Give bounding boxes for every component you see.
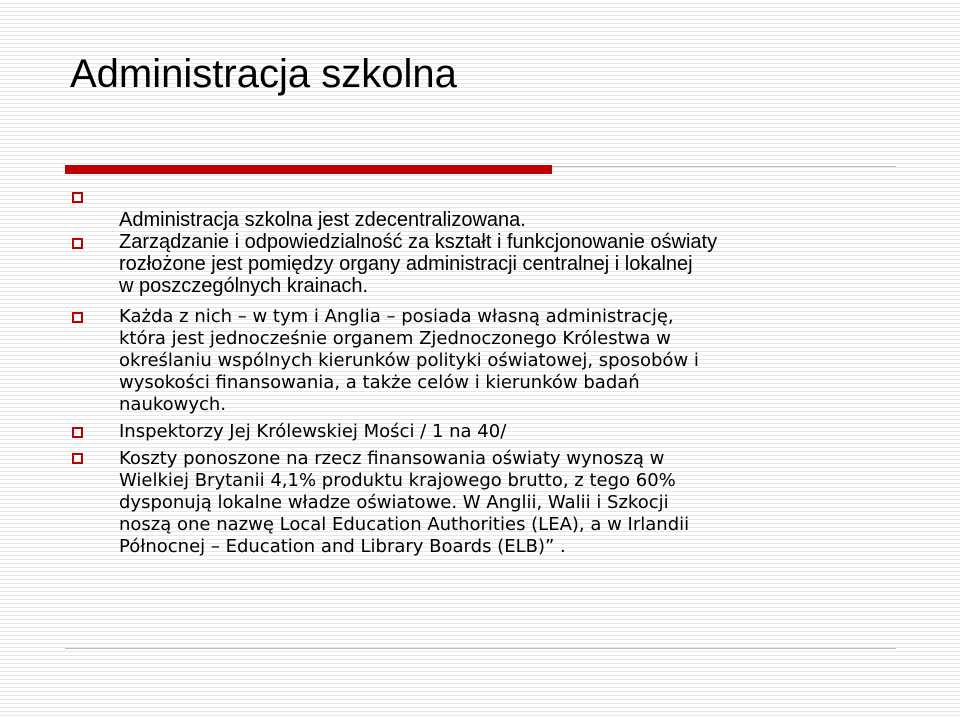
bullet-square-icon <box>72 453 83 464</box>
bullet-text-inspectors <box>119 421 909 443</box>
text-line: w poszczególnych krainach. <box>119 275 369 297</box>
bullet-square-icon <box>72 192 83 203</box>
bullet-square-icon <box>72 427 83 438</box>
title-accent-bar <box>65 165 552 174</box>
footer-divider-line <box>65 648 896 649</box>
text-line: Administracja szkolna jest zdecentralizowana. <box>119 209 526 231</box>
slide-title: Administracja szkolna <box>70 52 457 96</box>
bullet-text-decentralization <box>119 209 909 297</box>
text-line: noszą one nazwę Local Education Authorities (LEA), a w Irlandii <box>119 514 690 535</box>
text-line: która jest jednocześnie organem Zjednoczonego Królestwa w <box>119 328 671 349</box>
text-line: wysokości finansowania, a także celów i kierunków badań <box>119 372 640 393</box>
text-line: Wielkiej Brytanii 4,1% produktu krajowego brutto, z tego 60% <box>119 470 676 491</box>
bullet-square-icon <box>72 312 83 323</box>
text-line: rozłożone jest pomiędzy organy administracji centralnej i lokalnej <box>119 253 693 275</box>
text-line: Każda z nich – w tym i Anglia – posiada własną administrację, <box>119 306 674 327</box>
text-line: naukowych. <box>119 394 227 415</box>
text-line: Koszty ponoszone na rzecz finansowania oświaty wynoszą w <box>119 448 665 469</box>
text-line: Zarządzanie i odpowiedzialność za kształt i funkcjonowanie oświaty <box>119 231 718 253</box>
text-line: określaniu wspólnych kierunków polityki oświatowej, sposobów i <box>119 350 699 371</box>
text-line: Północnej – Education and Library Boards (ELB)” . <box>119 536 566 557</box>
title-divider-line <box>552 166 896 167</box>
bullet-text-education-costs <box>119 448 909 558</box>
text-line: dysponują lokalne władze oświatowe. W Anglii, Walii i Szkocji <box>119 492 669 513</box>
bullet-square-icon <box>72 238 83 249</box>
text-line: Inspektorzy Jej Królewskiej Mości / 1 na 40/ <box>119 421 507 442</box>
bullet-text-regional-administration <box>119 306 909 416</box>
